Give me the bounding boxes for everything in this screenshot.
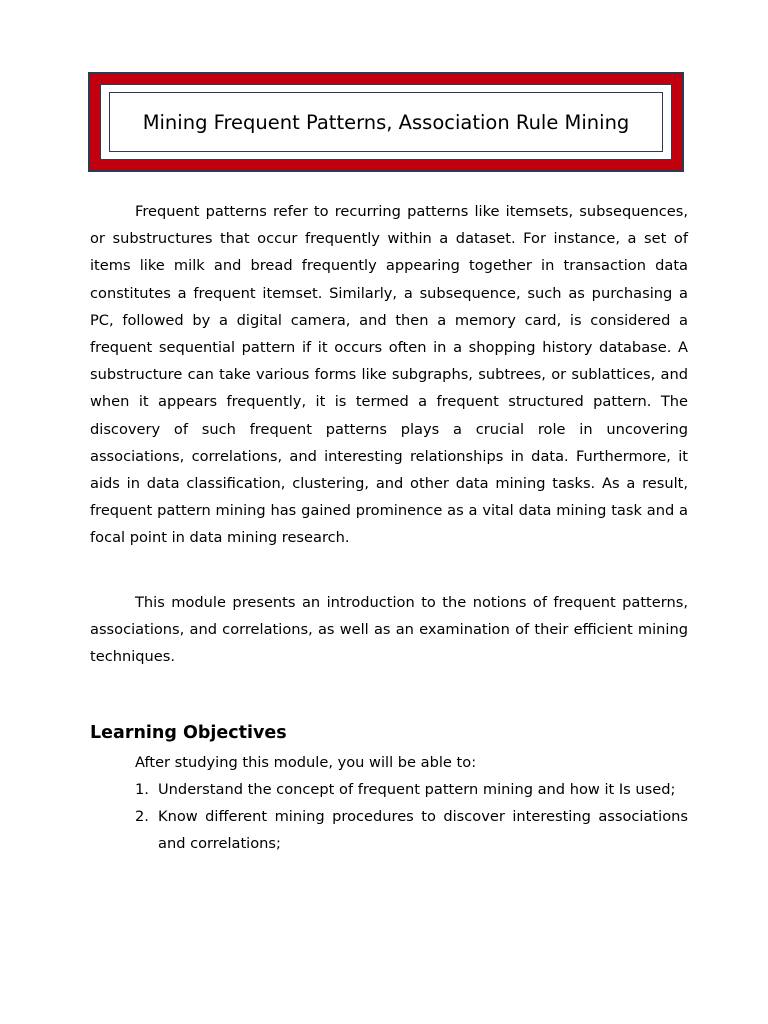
list-item-number: 2. (135, 808, 149, 826)
section-heading: Learning Objectives (90, 723, 287, 743)
title-frame (88, 72, 684, 172)
objectives-intro: After studying this module, you will be able to: (135, 754, 477, 771)
list-item (135, 803, 688, 857)
list-item-text: Know different mining procedures to discover interesting associations and correlations; (158, 808, 688, 853)
list-item (135, 776, 688, 803)
title-box (109, 92, 663, 152)
title-frame-inner-border (100, 84, 672, 160)
document-title: Mining Frequent Patterns, Association Rule Mining (142, 110, 630, 134)
objectives-list (135, 776, 688, 858)
body-paragraph: Frequent patterns refer to recurring patterns like itemsets, subsequences, or substructures that occur frequently within a dataset. For instance, a set of items like milk and bread frequently appearing together in transaction data constitutes a frequent itemset. Similarly, a subsequence, such as purchasing a PC, followed by a digital camera, and then a memory card, is considered a frequent sequential pattern if it occurs often in a shopping history database. A substructure can take various forms like subgraphs, subtrees, or sublattices, and when it appears frequently, it is termed a frequent structured pattern. The discovery of such frequent patterns plays a crucial role in uncovering associations, correlations, and interesting relationships in data. Furthermore, it aids in data classification, clustering, and other data mining tasks. As a result, frequent pattern mining has gained prominence as a vital data mining task and a focal point in data mining research. (90, 203, 688, 547)
body-paragraph: This module presents an introduction to the notions of frequent patterns, associations, and correlations, as well as an examination of their efficient mining techniques. (90, 594, 688, 666)
list-item-text: Understand the concept of frequent pattern mining and how it Is used; (158, 781, 676, 798)
list-item-number: 1. (135, 781, 149, 798)
